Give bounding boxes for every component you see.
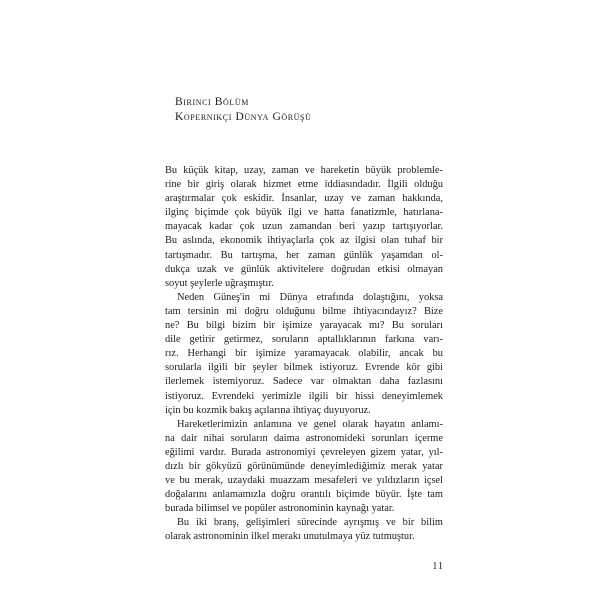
body-line: doğalarını anlamamızla doğru orantılı biçimde büyür. İşte tam (165, 489, 443, 501)
body-line: istiyoruz. Evrendeki yerimizle ilgili bir hissi deneyimlemek (165, 390, 443, 402)
body-line: için bu kozmik bakış açılarına ihtiyaç duyuyoruz. (165, 404, 371, 416)
body-line: soyut şeylerle uğraşmıştır. (165, 277, 274, 289)
body-line: olarak astronominin ilkel merakı unutulmaya yüz tutmuştur. (165, 531, 415, 543)
body-line: burada bilimsel ve popüler astronominin kaynağı yatar. (165, 503, 395, 515)
body-line: dile getirir getirmez, soruların aptallıklarının farkına varı- (165, 334, 443, 346)
body-line: rız. Herhangi bir işimize yaramayacak olabilir, ancak bu (165, 348, 443, 360)
body-line: mayacak kadar çok uzun zamandan beri yazıp tartışıyorlar. (165, 221, 443, 233)
body-line: rine bir giriş olarak hizmet etme iddiasındadır. İlgili olduğu (165, 179, 443, 191)
body-line: sorularla ilgili bir şeyler bilmek istiyoruz. Evrende kör gibi (165, 362, 443, 374)
body-line: Bu küçük kitap, uzay, zaman ve hareketin büyük problemle- (165, 165, 443, 176)
body-line: Bu iki branş, gelişimleri sürecinde ayrışmış ve bir bilim (177, 517, 443, 529)
chapter-heading (175, 95, 311, 125)
chapter-label: Birinci Bölüm (175, 96, 250, 108)
body-line: eğilimi vardır. Burada astronomiyi çevreleyen gizem yatar, yıl- (165, 446, 443, 458)
body-line: ne? Bu bilgi bizim bir işimize yarayacak mı? Bu soruları (165, 320, 443, 332)
body-line: Neden Güneş'in mi Dünya etrafında dolaştığını, yoksa (177, 291, 443, 303)
body-text (165, 164, 443, 545)
page-number: 11 (432, 561, 444, 572)
body-line: na dair nihai soruların daima astronomideki sorunları içerme (165, 432, 443, 444)
body-line: ve bu merak, uzaydaki muazzam mesafeleri ve yıldızların içsel (165, 475, 443, 487)
body-line: tartışmadır. Bu tartışma, her zaman günlük yaşamdan ol- (165, 249, 443, 261)
body-line: tam tersinin mi doğru olduğunu bilme ihtiyacındayız? Bize (165, 305, 443, 317)
body-line: Hareketlerimizin anlamına ve genel olarak hayatın anlamı- (177, 418, 443, 430)
chapter-title: Kopernikçi Dünya Görüşü (175, 111, 312, 123)
body-line: ilerlemek istemiyoruz. Sadece var olmaktan daha fazlasını (165, 376, 443, 388)
body-line: araştırmalar çok eskidir. İnsanlar, uzay ve zaman hakkında, (165, 193, 443, 205)
body-line: dukça uzak ve günlük aktivitelere doğrudan etkisi olmayan (165, 263, 443, 275)
body-line: ilginç biçimde çok büyük ilgi ve hatta fanatizmle, hatırlana- (165, 207, 443, 219)
body-line: dızlı bir gökyüzü görünümünde deneyimlediğimiz merak yatar (165, 460, 443, 472)
body-line: Bu aslında, ekonomik ihtiyaçlarla çok az ilgisi olan tuhaf bir (165, 235, 443, 247)
